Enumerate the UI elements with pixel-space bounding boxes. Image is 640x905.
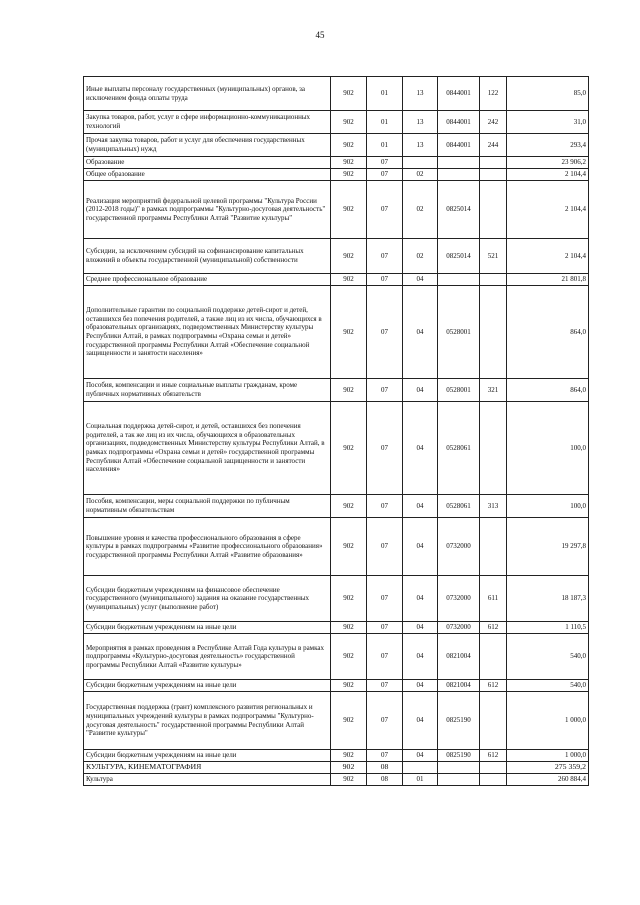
row-expense-type-cell	[480, 402, 507, 495]
row-expense-type-cell	[480, 181, 507, 239]
row-ved-cell: 902	[331, 169, 367, 181]
row-target-article-cell: 0528061	[438, 402, 480, 495]
row-section-cell: 07	[367, 239, 403, 274]
row-subsection-cell: 04	[403, 622, 438, 634]
row-expense-type-cell	[480, 692, 507, 750]
row-expense-type-cell	[480, 518, 507, 576]
row-sum-cell: 21 801,8	[507, 274, 589, 286]
row-expense-type-cell: 611	[480, 576, 507, 622]
row-subsection-cell: 04	[403, 518, 438, 576]
row-name-cell: Субсидии бюджетным учреждениям на иные цели	[84, 750, 331, 762]
table-row	[84, 762, 589, 774]
table-row	[84, 286, 589, 379]
table-row	[84, 576, 589, 622]
row-ved-cell: 902	[331, 774, 367, 786]
table-row	[84, 181, 589, 239]
row-ved-cell: 902	[331, 239, 367, 274]
row-subsection-cell: 01	[403, 774, 438, 786]
row-name-cell: Реализация мероприятий федеральной целевой программы "Культура России (2012-2018 годы)" в рамках подпрограммы "Культурно-досуговая деятельность" государственной программы Республики Алтай "Развитие культуры"	[84, 181, 331, 239]
row-target-article-cell: 0844001	[438, 134, 480, 157]
row-section-cell: 08	[367, 762, 403, 774]
row-name-cell: Образование	[84, 157, 331, 169]
table-row	[84, 111, 589, 134]
row-name-cell: Дополнительные гарантии по социальной поддержке детей-сирот и детей, оставшихся без попечения родителей, а также лиц из их числа, обучающихся в образовательных организациях, подведомственных Министерству культуры Республики Алтай, в рамках подпрограммы «Охрана семьи и детей» государственной программы Республики Алтай «Обеспечение социальной защищенности и занятости населения»	[84, 286, 331, 379]
row-name-cell: Иные выплаты персоналу государственных (муниципальных) органов, за исключением фонда оплаты труда	[84, 77, 331, 111]
row-section-cell: 07	[367, 286, 403, 379]
row-ved-cell: 902	[331, 274, 367, 286]
table-row	[84, 402, 589, 495]
row-ved-cell: 902	[331, 134, 367, 157]
row-subsection-cell: 04	[403, 692, 438, 750]
row-ved-cell: 902	[331, 111, 367, 134]
row-sum-cell: 864,0	[507, 379, 589, 402]
row-target-article-cell: 0825014	[438, 239, 480, 274]
table-row	[84, 495, 589, 518]
row-sum-cell: 2 104,4	[507, 239, 589, 274]
row-ved-cell: 902	[331, 181, 367, 239]
row-section-cell: 07	[367, 750, 403, 762]
row-subsection-cell: 04	[403, 495, 438, 518]
row-ved-cell: 902	[331, 680, 367, 692]
row-expense-type-cell	[480, 634, 507, 680]
row-target-article-cell	[438, 169, 480, 181]
row-name-cell: Общее образование	[84, 169, 331, 181]
row-expense-type-cell: 321	[480, 379, 507, 402]
row-sum-cell: 19 297,8	[507, 518, 589, 576]
table-row	[84, 77, 589, 111]
row-subsection-cell: 13	[403, 77, 438, 111]
row-target-article-cell	[438, 274, 480, 286]
row-name-cell: Субсидии, за исключением субсидий на софинансирование капитальных вложений в объекты государственной (муниципальной) собственности	[84, 239, 331, 274]
row-name-cell: Субсидии бюджетным учреждениям на иные цели	[84, 680, 331, 692]
table-row	[84, 750, 589, 762]
row-subsection-cell	[403, 762, 438, 774]
row-subsection-cell: 04	[403, 402, 438, 495]
row-target-article-cell: 0732000	[438, 576, 480, 622]
row-expense-type-cell: 612	[480, 680, 507, 692]
row-expense-type-cell	[480, 274, 507, 286]
row-sum-cell: 293,4	[507, 134, 589, 157]
row-section-cell: 01	[367, 111, 403, 134]
table-row	[84, 157, 589, 169]
row-subsection-cell: 04	[403, 274, 438, 286]
row-sum-cell: 100,0	[507, 402, 589, 495]
row-section-cell: 07	[367, 576, 403, 622]
row-ved-cell: 902	[331, 762, 367, 774]
row-subsection-cell: 13	[403, 111, 438, 134]
row-name-cell: Социальная поддержка детей-сирот, и детей, оставшихся без попечения родителей, а так же лиц из их числа, обучающихся в образовательных организациях, подведомственных Министерству культуры Республики Алтай, в рамках подпрограммы «Охрана семьи и детей» государственной программы Республики Алтай «Обеспечение социальной защищенности и занятости населения»	[84, 402, 331, 495]
row-section-cell: 07	[367, 274, 403, 286]
row-ved-cell: 902	[331, 495, 367, 518]
row-subsection-cell: 02	[403, 169, 438, 181]
row-sum-cell: 540,0	[507, 634, 589, 680]
table-row	[84, 379, 589, 402]
row-expense-type-cell: 612	[480, 622, 507, 634]
row-section-cell: 07	[367, 379, 403, 402]
row-target-article-cell: 0844001	[438, 111, 480, 134]
row-ved-cell: 902	[331, 157, 367, 169]
row-name-cell: Повышение уровня и качества профессионального образования в сфере культуры в рамках подпрограммы «Развитие профессионального образования» государственной программы Республики Алтай «Развитие образования»	[84, 518, 331, 576]
row-sum-cell: 100,0	[507, 495, 589, 518]
row-name-cell: Мероприятия в рамках проведения в Республике Алтай Года культуры в рамках подпрограммы «Культурно-досуговая деятельность» государственной программы Республики Алтай «Развитие культуры»	[84, 634, 331, 680]
row-section-cell: 07	[367, 402, 403, 495]
row-section-cell: 07	[367, 692, 403, 750]
row-target-article-cell: 0821004	[438, 680, 480, 692]
row-target-article-cell: 0528001	[438, 379, 480, 402]
row-name-cell: Прочая закупка товаров, работ и услуг для обеспечения государственных (муниципальных) нужд	[84, 134, 331, 157]
page-number: 45	[315, 30, 325, 40]
row-section-cell: 07	[367, 157, 403, 169]
table-row	[84, 622, 589, 634]
row-subsection-cell: 02	[403, 239, 438, 274]
table-row	[84, 518, 589, 576]
row-subsection-cell: 13	[403, 134, 438, 157]
row-subsection-cell: 04	[403, 576, 438, 622]
row-name-cell: Культура	[84, 774, 331, 786]
row-section-cell: 01	[367, 134, 403, 157]
row-ved-cell: 902	[331, 634, 367, 680]
row-name-cell: Субсидии бюджетным учреждениям на финансовое обеспечение государственного (муниципального) задания на оказание государственных (муниципальных) услуг (выполнение работ)	[84, 576, 331, 622]
row-target-article-cell	[438, 157, 480, 169]
row-target-article-cell: 0825190	[438, 750, 480, 762]
row-target-article-cell: 0732000	[438, 518, 480, 576]
row-section-cell: 07	[367, 622, 403, 634]
row-name-cell: Государственная поддержка (грант) комплексного развития региональных и муниципальных учреждений культуры в рамках подпрограммы "Культурно-досуговая деятельность" государственной программы Республики Алтай "Развитие культуры"	[84, 692, 331, 750]
row-sum-cell: 31,0	[507, 111, 589, 134]
row-sum-cell: 2 104,4	[507, 181, 589, 239]
row-expense-type-cell: 122	[480, 77, 507, 111]
row-subsection-cell: 04	[403, 634, 438, 680]
row-subsection-cell: 04	[403, 680, 438, 692]
row-section-cell: 08	[367, 774, 403, 786]
row-sum-cell: 85,0	[507, 77, 589, 111]
row-sum-cell: 1 000,0	[507, 692, 589, 750]
row-target-article-cell: 0825014	[438, 181, 480, 239]
row-sum-cell: 275 359,2	[507, 762, 589, 774]
row-section-cell: 07	[367, 495, 403, 518]
row-target-article-cell: 0821004	[438, 634, 480, 680]
row-ved-cell: 902	[331, 286, 367, 379]
row-target-article-cell	[438, 774, 480, 786]
row-name-cell: Пособия, компенсации и иные социальные выплаты гражданам, кроме публичных нормативных обязательств	[84, 379, 331, 402]
table-row	[84, 774, 589, 786]
row-target-article-cell: 0825190	[438, 692, 480, 750]
row-subsection-cell: 04	[403, 286, 438, 379]
row-ved-cell: 902	[331, 77, 367, 111]
row-sum-cell: 864,0	[507, 286, 589, 379]
row-name-cell: Закупка товаров, работ, услуг в сфере информационно-коммуникационных технологий	[84, 111, 331, 134]
row-ved-cell: 902	[331, 750, 367, 762]
row-section-cell: 07	[367, 181, 403, 239]
row-sum-cell: 260 884,4	[507, 774, 589, 786]
row-subsection-cell: 04	[403, 750, 438, 762]
row-name-cell: Среднее профессиональное образование	[84, 274, 331, 286]
budget-table	[83, 76, 589, 786]
row-section-cell: 01	[367, 77, 403, 111]
row-target-article-cell: 0528001	[438, 286, 480, 379]
table-row	[84, 134, 589, 157]
row-ved-cell: 902	[331, 402, 367, 495]
row-sum-cell: 1 000,0	[507, 750, 589, 762]
row-expense-type-cell: 313	[480, 495, 507, 518]
row-sum-cell: 18 187,3	[507, 576, 589, 622]
row-section-cell: 07	[367, 634, 403, 680]
row-subsection-cell: 04	[403, 379, 438, 402]
row-expense-type-cell: 244	[480, 134, 507, 157]
row-expense-type-cell	[480, 157, 507, 169]
row-expense-type-cell	[480, 762, 507, 774]
row-ved-cell: 902	[331, 576, 367, 622]
row-expense-type-cell	[480, 169, 507, 181]
row-target-article-cell: 0528061	[438, 495, 480, 518]
row-expense-type-cell: 242	[480, 111, 507, 134]
table-row	[84, 169, 589, 181]
row-target-article-cell: 0844001	[438, 77, 480, 111]
table-row	[84, 692, 589, 750]
row-name-cell: Субсидии бюджетным учреждениям на иные цели	[84, 622, 331, 634]
table-row	[84, 634, 589, 680]
row-sum-cell: 1 110,5	[507, 622, 589, 634]
row-subsection-cell	[403, 157, 438, 169]
row-subsection-cell: 02	[403, 181, 438, 239]
row-sum-cell: 540,0	[507, 680, 589, 692]
row-section-cell: 07	[367, 518, 403, 576]
row-ved-cell: 902	[331, 518, 367, 576]
row-sum-cell: 23 906,2	[507, 157, 589, 169]
row-expense-type-cell	[480, 286, 507, 379]
row-ved-cell: 902	[331, 622, 367, 634]
row-name-cell: Пособия, компенсации, меры социальной поддержки по публичным нормативным обязательствам	[84, 495, 331, 518]
row-target-article-cell	[438, 762, 480, 774]
row-section-cell: 07	[367, 169, 403, 181]
table-row	[84, 680, 589, 692]
row-expense-type-cell: 521	[480, 239, 507, 274]
row-section-cell: 07	[367, 680, 403, 692]
row-expense-type-cell	[480, 774, 507, 786]
row-expense-type-cell: 612	[480, 750, 507, 762]
row-name-cell: КУЛЬТУРА, КИНЕМАТОГРАФИЯ	[84, 762, 331, 774]
row-ved-cell: 902	[331, 692, 367, 750]
table-row	[84, 239, 589, 274]
row-sum-cell: 2 104,4	[507, 169, 589, 181]
row-ved-cell: 902	[331, 379, 367, 402]
row-target-article-cell: 0732000	[438, 622, 480, 634]
table-row	[84, 274, 589, 286]
